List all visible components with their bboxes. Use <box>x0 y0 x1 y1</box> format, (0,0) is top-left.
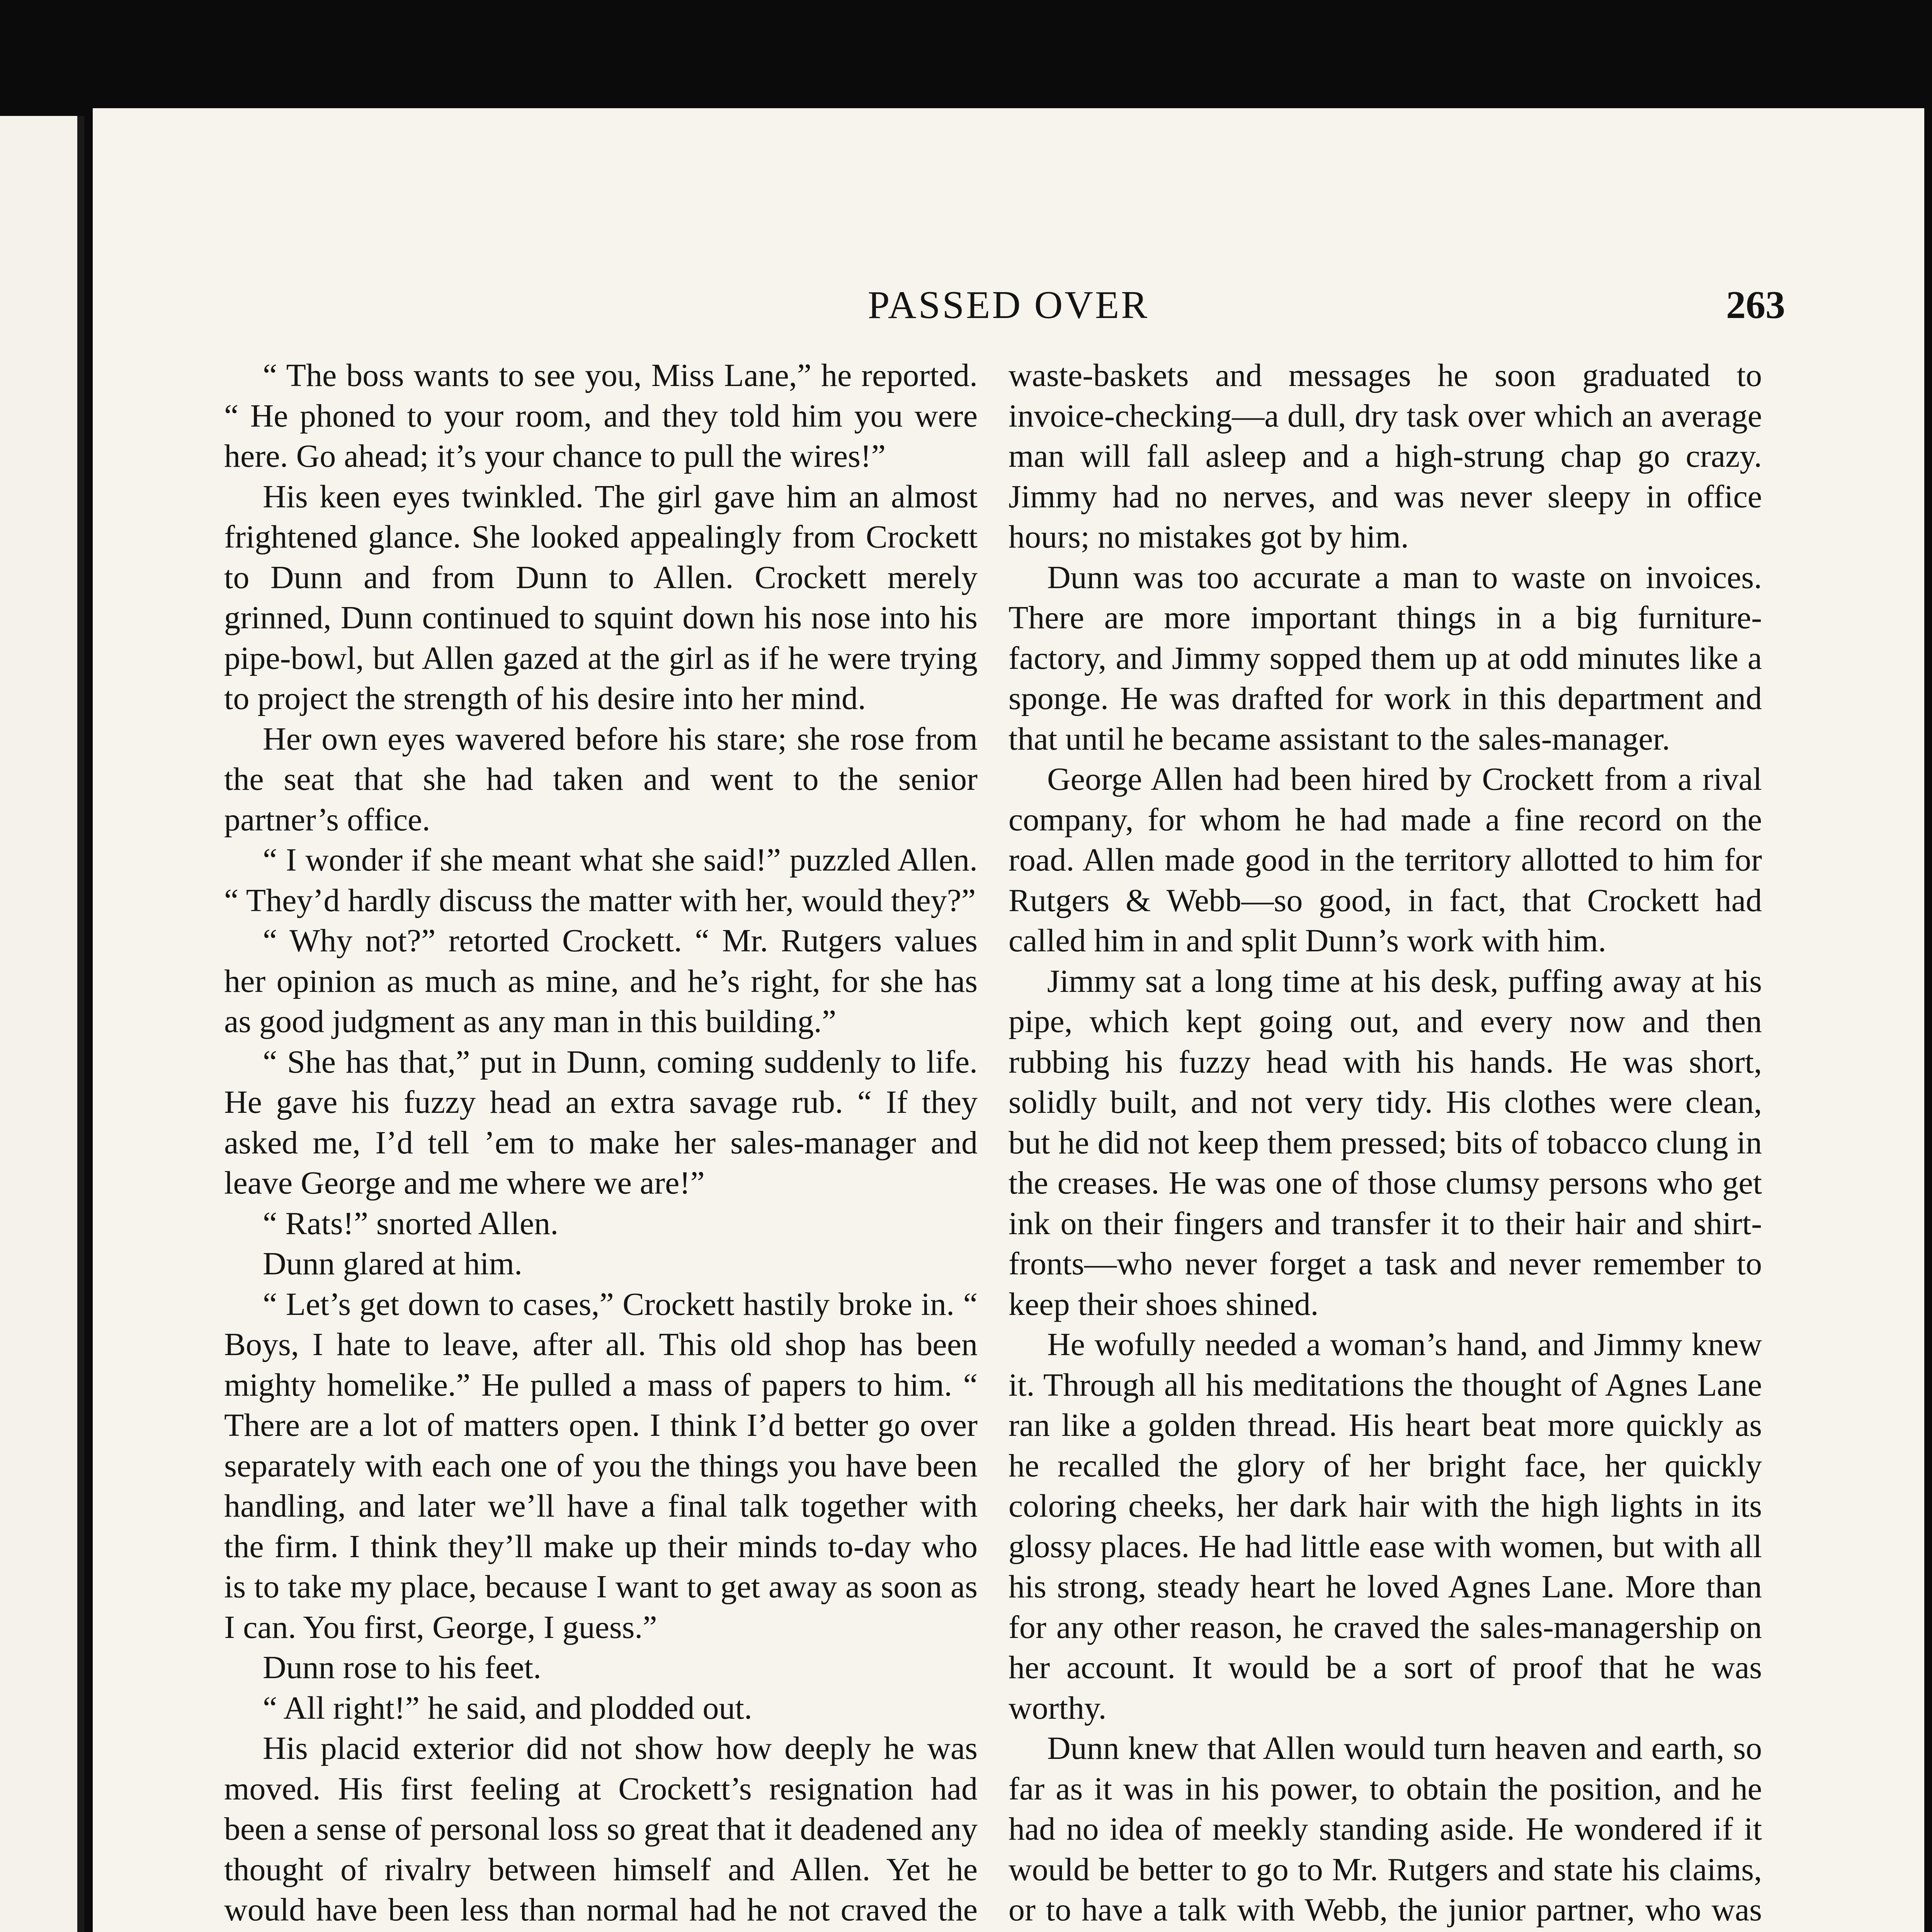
facing-page-edge <box>0 116 84 1932</box>
paragraph: His keen eyes twinkled. The girl gave him an almost frightened glance. She looked appealingly from Crockett to Dunn and from Dunn to Allen. Crockett merely grinned, Dunn continued to squint down his nose into his pipe-bowl, but Allen gazed at the girl as if he were trying to project the strength of his desire into her mind. <box>224 478 978 716</box>
page-number: 263 <box>1726 283 1785 327</box>
paragraph: “ Rats!” snorted Allen. <box>263 1205 559 1242</box>
paragraph: “ Let’s get down to cases,” Crockett hastily broke in. “ Boys, I hate to leave, after all. This old shop has been mighty homelike.” He pulled a mass of papers to him. “ There are a lot of matters open. I think I’d better go over separately with each one of you the things you have been handling, and later we’ll have a final talk together with the firm. I think they’ll make up their minds to-day who is to take my place, because I want to get away as soon as I can. You first, George, I guess.” <box>224 1286 978 1645</box>
paragraph: “ The boss wants to see you, Miss Lane,” he reported. “ He phoned to your room, and they told him you were here. Go ahead; it’s your chance to pull the wires!” <box>224 357 978 474</box>
paragraph: His placid exterior did not show how deeply he was moved. His first feeling at Crockett’s resignation had been a sense of personal loss so great that it deadened any thought of rivalry between himself and Allen. Yet he would have been less than normal had he not craved the <box>224 1730 978 1928</box>
paragraph: “ I wonder if she meant what she said!” puzzled Allen. “ They’d hardly discuss the matter with her, would they?” <box>224 842 978 918</box>
paragraph: Dunn rose to his feet. <box>263 1650 541 1685</box>
right-column <box>1009 355 1762 1932</box>
paragraph: “ She has that,” put in Dunn, coming suddenly to life. He gave his fuzzy head an extra savage rub. “ If they asked me, I’d tell ’em to make her sales-manager and leave George and me where we are!” <box>224 1044 978 1201</box>
paragraph: Dunn was too accurate a man to waste on invoices. There are more important things in a big furniture-factory, and Jimmy sopped them up at odd minutes like a sponge. He was drafted for work in this department and that until he became assistant to the sales-manager. <box>1009 559 1762 757</box>
paragraph: “ Why not?” retorted Crockett. “ Mr. Rutgers values her opinion as much as mine, and he’s right, for she has as good judgment as any man in this building.” <box>224 923 978 1039</box>
running-head <box>93 274 1924 336</box>
paragraph: He wofully needed a woman’s hand, and Jimmy knew it. Through all his meditations the thought of Agnes Lane ran like a golden thread. His heart beat more quickly as he recalled the glory of her bright face, her quickly coloring cheeks, her dark hair with the high lights in its glossy places. He had little ease with women, but with all his strong, steady heart he loved Agnes Lane. More than for any other reason, he craved the sales-managership on her account. It would be a sort of proof that he was worthy. <box>1009 1327 1762 1726</box>
paragraph: Dunn glared at him. <box>263 1246 522 1282</box>
continued-paragraph: waste-baskets and messages he soon graduated to invoice-checking—a dull, dry task over which an average man will fall asleep and a high-strung chap go crazy. Jimmy had no nerves, and was never sleepy in office hours; no mistakes got by him. <box>1009 357 1762 555</box>
running-title: PASSED OVER <box>867 283 1150 327</box>
book-page <box>93 108 1924 1932</box>
left-column <box>224 355 978 1932</box>
paragraph: Dunn knew that Allen would turn heaven and earth, so far as it was in his power, to obtain the position, and he had no idea of meekly standing aside. He wondered if it would be better to go to Mr. Rutgers and state his claims, or to have a talk with Webb, the junior partner, who was <box>1009 1730 1762 1928</box>
paragraph: Jimmy sat a long time at his desk, puffing away at his pipe, which kept going out, and every now and then rubbing his fuzzy head with his hands. He was short, solidly built, and not very tidy. His clothes were clean, but he did not keep them pressed; bits of tobacco clung in the creases. He was one of those clumsy persons who get ink on their fingers and transfer it to their hair and shirt-fronts—who never forget a task and never remember to keep their shoes shined. <box>1009 963 1762 1322</box>
paragraph: George Allen had been hired by Crockett from a rival company, for whom he had made a fine record on the road. Allen made good in the territory allotted to him for Rutgers & Webb—so good, in fact, that Crockett had called him in and split Dunn’s work with him. <box>1009 761 1762 959</box>
paragraph: “ All right!” he said, and plodded out. <box>263 1690 752 1726</box>
paragraph: Her own eyes wavered before his stare; she rose from the seat that she had taken and went to the senior partner’s office. <box>224 721 978 838</box>
